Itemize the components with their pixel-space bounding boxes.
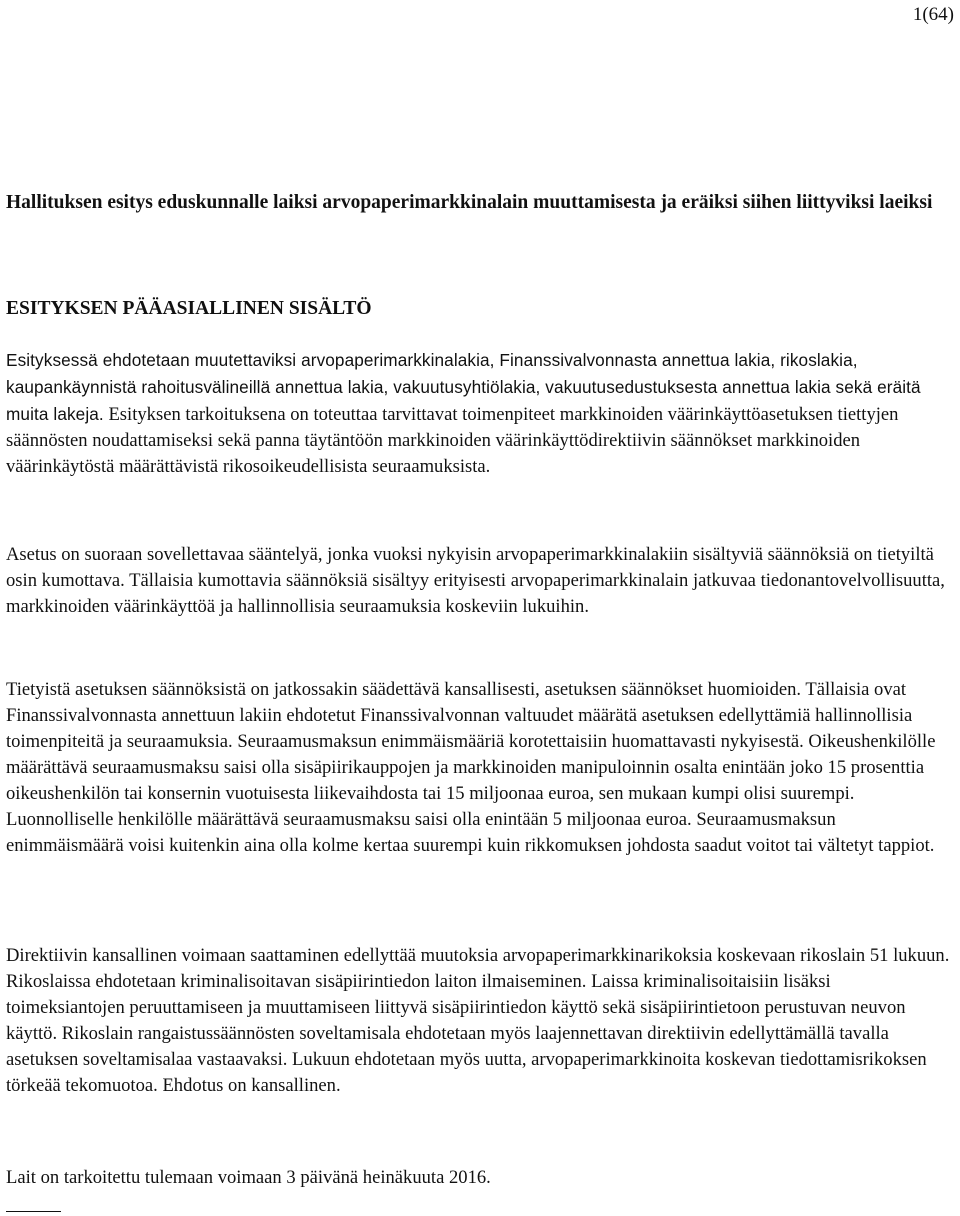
footnote-divider (6, 1211, 61, 1212)
document-title: Hallituksen esitys eduskunnalle laiksi arvopaperimarkkinalain muuttamisesta ja eräiksi siihen liittyviksi laeiksi (6, 192, 933, 213)
section-heading: ESITYKSEN PÄÄASIALLINEN SISÄLTÖ (6, 298, 372, 319)
paragraph-directive: Direktiivin kansallinen voimaan saattaminen edellyttää muutoksia arvopaperimarkkinarikoksia koskevaan rikoslain 51 lukuun. Rikoslaissa ehdotetaan kriminalisoitavan sisäpiirintiedon laiton ilmaiseminen. Laissa kriminalisoitaisiin lisäksi toimeksiantojen peruuttamiseen ja muuttamiseen liittyvä sisäpiirintiedon käyttö sekä sisäpiirintietoon perustuvan neuvon käyttö. Rikoslain rangaistussäännösten soveltamisala ehdotetaan myös laajennettavan direktiivin edellyttämällä tavalla asetuksen soveltamisalaa vastaavaksi. Lukuun ehdotetaan myös uutta, arvopaperimarkkinoita koskevan tiedottamisrikoksen törkeää tekomuotoa. Ehdotus on kansallinen. (6, 945, 950, 1096)
paragraph-summary-part-b: Esityksen tarkoituksena on toteuttaa tarvittavat toimenpiteet markkinoiden väärinkäyttöasetuksen tiettyjen säännösten noudattamiseksi sekä panna täytäntöön markkinoiden väärinkäyttödirektiivin säännökset markkinoiden väärinkäytöstä määrättävistä rikosoikeudellisista seuraamuksista. (6, 404, 899, 477)
paragraph-national-provisions: Tietyistä asetuksen säännöksistä on jatkossakin säädettävä kansallisesti, asetuksen säännökset huomioiden. Tällaisia ovat Finanssivalvonnasta annettuun lakiin ehdotetut Finanssivalvonnan valtuudet määrätä asetuksen edellyttämiä hallinnollisia toimenpiteitä ja seuraamuksia. Seuraamusmaksun enimmäismääriä korotettaisiin huomattavasti nykyisestä. Oikeushenkilölle määrättävä seuraamusmaksu saisi olla sisäpiirikauppojen ja markkinoiden manipuloinnin osalta enintään joko 15 prosenttia oikeushenkilön tai konsernin vuotuisesta liikevaihdosta tai 15 miljoonaa euroa, sen mukaan kumpi olisi suurempi. Luonnolliselle henkilölle määrättävä seuraamusmaksu saisi olla enintään 5 miljoonaa euroa. Seuraamusmaksun enimmäismäärä voisi kuitenkin aina olla kolme kertaa suurempi kuin rikkomuksen johdosta saadut voitot tai vältetyt tappiot. (6, 679, 936, 856)
page-number: 1(64) (912, 4, 954, 25)
paragraph-regulation: Asetus on suoraan sovellettavaa sääntelyä, jonka vuoksi nykyisin arvopaperimarkkinalakiin sisältyviä säännöksiä on tietyiltä osin kumottava. Tällaisia kumottavia säännöksiä sisältyy erityisesti arvopaperimarkkinalain jatkuvaa tiedonantovelvollisuutta, markkinoiden väärinkäyttöä ja hallinnollisia seuraamuksia koskeviin lukuihin. (6, 544, 945, 617)
paragraph-summary-part-a: Esityksessä ehdotetaan muutettaviksi arvopaperimarkkinalakia, Finanssivalvonnasta annettua lakia, rikoslakia, kaupankäynnistä rahoitusvälineillä annettua lakia, vakuutusyhtiölakia, vakuutusedustuksesta annettua lakia sekä eräitä muita lakeja. (6, 350, 921, 424)
paragraph-summary (6, 347, 952, 480)
paragraph-entry-into-force: Lait on tarkoitettu tulemaan voimaan 3 päivänä heinäkuuta 2016. (6, 1167, 491, 1188)
